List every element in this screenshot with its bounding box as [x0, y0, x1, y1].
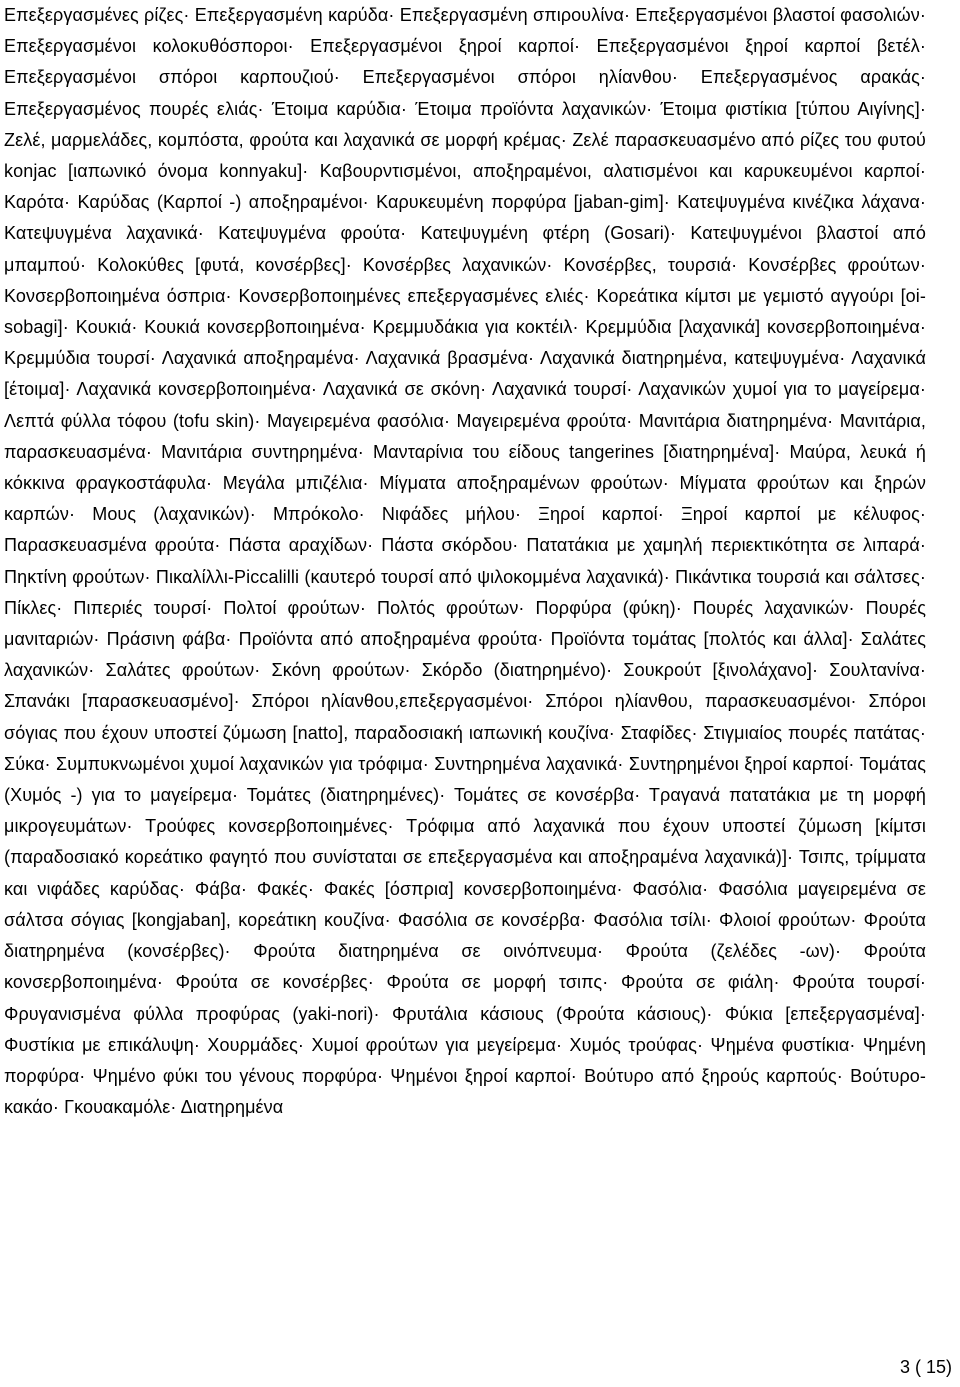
page-number: 3 ( 15) — [899, 1357, 952, 1377]
body-text: Επεξεργασμένες ρίζες· Επεξεργασμένη καρύδα· Επεξεργασμένη σπιρουλίνα· Επεξεργασμένοι βλαστοί φασολιών· Επεξεργασμένοι κολοκυθόσποροι· Επεξεργασμένοι ξηροί καρποί· Επεξεργασμένοι ξηροί καρποί βετέλ· Επεξεργασμένοι σπόροι καρπουζιού· Επεξεργασμένοι σπόροι ηλίανθου· Επεξεργασμένος αρακάς· Επεξεργασμένος πουρές ελιάς· Έτοιμα καρύδια· Έτοιμα προϊόντα λαχανικών· Έτοιμα φιστίκια [τύπου Αιγίνης]· Ζελέ, μαρμελάδες, κομπόστα, φρούτα και λαχανικά σε μορφή κρέμας· Ζελέ παρασκευασμένο από ρίζες του φυτού konjac [ιαπωνικό όνομα konnyaku]· Καβουρντισμένοι, αποξηραμένοι, αλατισμένοι και καρυκευμένοι καρποί· Καρότα· Καρύδας (Καρποί -) αποξηραμένοι· Καρυκευμένη πορφύρα [jaban-gim]· Κατεψυγμένα κινέζικα λάχανα· Κατεψυγμένα λαχανικά· Κατεψυγμένα φρούτα· Κατεψυγμένη φτέρη (Gosari)· Κατεψυγμένοι βλαστοί από μπαμπού· Κολοκύθες [φυτά, κονσέρβες]· Κονσέρβες λαχανικών· Κονσέρβες, τουρσιά· Κονσέρβες φρούτων· Κονσερβοποιημένα όσπρια· Κονσερβοποιημένες επεξεργασμένες ελιές· Κορεάτικα κίμτσι με γεμιστό αγγούρι [oi-sobagi]· Κουκιά· Κουκιά κονσερβοποιημένα· Κρεμμυδάκια για κοκτέιλ· Κρεμμύδια [λαχανικά] κονσερβοποιημένα· Κρεμμύδια τουρσί· Λαχανικά αποξηραμένα· Λαχανικά βρασμένα· Λαχανικά διατηρημένα, κατεψυγμένα· Λαχανικά [έτοιμα]· Λαχανικά κονσερβοποιημένα· Λαχανικά σε σκόνη· Λαχανικά τουρσί· Λαχανικών χυμοί για το μαγείρεμα· Λεπτά φύλλα τόφου (tofu skin)· Μαγειρεμένα φασόλια· Μαγειρεμένα φρούτα· Μανιτάρια διατηρημένα· Μανιτάρια, παρασκευασμένα· Μανιτάρια συντηρημένα· Μανταρίνια του είδους tangerines [διατηρημένα]· Μαύρα, λευκά ή κόκκινα φραγκοστάφυλα· Μεγάλα μπιζέλια· Μίγματα αποξηραμένων φρούτων· Μίγματα φρούτων και ξηρών καρπών· Μους (λαχανικών)· Μπρόκολο· Νιφάδες μήλου· Ξηροί καρποί· Ξηροί καρποί με κέλυφος· Παρασκευασμένα φρούτα· Πάστα αραχίδων· Πάστα σκόρδου· Πατατάκια με χαμηλή περιεκτικότητα σε λιπαρά· Πηκτίνη φρούτων· Πικαλίλλι-Piccalilli (καυτερό τουρσί από ψιλοκομμένα λαχανικά)· Πικάντικα τουρσιά και σάλτσες· Πίκλες· Πιπεριές τουρσί· Πολτοί φρούτων· Πολτός φρούτων· Πορφύρα (φύκη)· Πουρές λαχανικών· Πουρές μανιταριών· Πράσινη φάβα· Προϊόντα από αποξηραμένα φρούτα· Προϊόντα τομάτας [πολτός και άλλα]· Σαλάτες λαχανικών· Σαλάτες φρούτων· Σκόνη φρούτων· Σκόρδο (διατηρημένο)· Σουκρούτ [ξινολάχανο]· Σουλτανίνα· Σπανάκι [παρασκευασμένο]· Σπόροι ηλίανθου,επεξεργασμένοι· Σπόροι ηλίανθου, παρασκευασμένοι· Σπόροι σόγιας που έχουν υποστεί ζύμωση [natto], παραδοσιακή ιαπωνική κουζίνα· Σταφίδες· Στιγμιαίος πουρές πατάτας· Σύκα· Συμπυκνωμένοι χυμοί λαχανικών για τρόφιμα· Συντηρημένα λαχανικά· Συντηρημένοι ξηροί καρποί· Τομάτας (Χυμός -) για το μαγείρεμα· Τομάτες (διατηρημένες)· Τομάτες σε κονσέρβα· Τραγανά πατατάκια με τη μορφή μικρογευμάτων· Τρούφες κονσερβοποιημένες· Τρόφιμα από λαχανικά που έχουν υποστεί ζύμωση [κίμτσι (παραδοσιακό κορεάτικο φαγητό που συνίσταται σε επεξεργασμένα και αποξηραμένα λαχανικά)]· Τσιπς, τρίμματα και νιφάδες καρύδας· Φάβα· Φακές· Φακές [όσπρια] κονσερβοποιημένα· Φασόλια· Φασόλια μαγειρεμένα σε σάλτσα σόγιας [kongjaban], κορεάτικη κουζίνα· Φασόλια σε κονσέρβα· Φασόλια τσίλι· Φλοιοί φρούτων· Φρούτα διατηρημένα (κονσέρβες)· Φρούτα διατηρημένα σε οινόπνευμα· Φρούτα (ζελέδες -ων)· Φρούτα κονσερβοποιημένα· Φρούτα σε κονσέρβες· Φρούτα σε μορφή τσιπς· Φρούτα σε φιάλη· Φρούτα τουρσί· Φρυγανισμένα φύλλα προφύρας (yaki-nori)· Φρυτάλια κάσιους (Φρούτα κάσιους)· Φύκια [επεξεργασμένα]· Φυστίκια με επικάλυψη· Χουρμάδες· Χυμοί φρούτων για μεγείρεμα· Χυμός τρούφας· Ψημένα φυστίκια· Ψημένη πορφύρα· Ψημένο φύκι του γένους πορφύρα· Ψημένοι ξηροί καρποί· Βούτυρο από ξηρούς καρπούς· Βούτυρο-κακάο· Γκουακαμόλε· Διατηρημένα — [4, 5, 926, 1118]
